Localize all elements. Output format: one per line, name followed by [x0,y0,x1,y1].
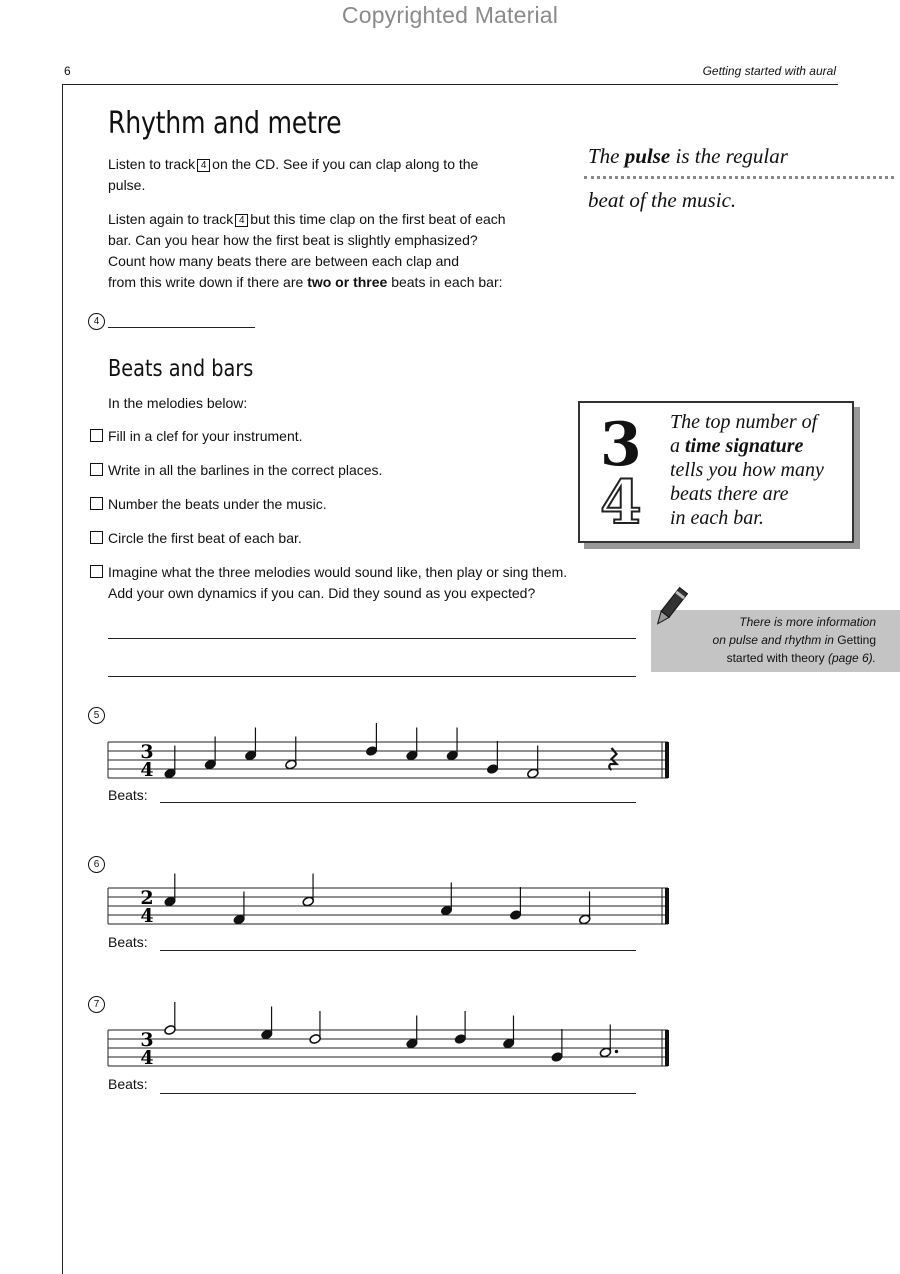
time-sig-top: 3 [140,1029,154,1051]
answer-line[interactable] [108,676,636,677]
para2-line4b: beats in each bar: [391,274,503,290]
time-sig-bottom: 4 [140,905,154,927]
note-line2 [651,631,876,649]
page-title: Rhythm and metre [108,106,342,141]
quarter-note [244,728,256,761]
quarter-note [551,1029,563,1062]
track-number-box: 4 [235,214,248,227]
final-barline-thick [665,742,669,778]
melody-6-staff [100,874,680,954]
note-line2-plain: Getting [837,633,876,647]
para1-text-a: Listen to track [108,156,196,172]
paragraph-listen [108,154,578,196]
time-sig-line3: tells you how many [670,459,824,481]
para2-line4a: from this write down if there are [108,274,304,290]
time-sig-line1: The top number of [670,411,818,433]
time-sig-bottom: 4 [140,1047,154,1069]
note-line1 [651,613,876,631]
checklist-label: Fill in a clef for your instrument. [108,428,303,444]
para1-text-b: on the CD. See if you can clap along to the [212,156,479,172]
checkbox-icon[interactable] [90,463,103,476]
answer-line-4[interactable] [108,327,255,328]
beats-label: Beats: [108,1076,148,1092]
pulse-definition-line1 [588,144,788,169]
checklist-item[interactable] [90,426,303,447]
note-line2-italic: on pulse and rhythm in [712,633,834,647]
melody-number-5: 5 [88,707,105,724]
quarter-note [502,1016,514,1049]
question-number-4: 4 [88,313,105,330]
checklist-label: Write in all the barlines in the correct places. [108,462,383,478]
note-dot [615,1050,618,1053]
para2-line3: Count how many beats there are between each clap and [108,253,460,269]
answer-line[interactable] [108,638,636,639]
para2-text-b: but this time clap on the first beat of each [250,211,506,227]
beats-answer-line[interactable] [160,802,636,803]
time-sig-top-number: 3 [600,410,642,480]
checklist-label: Number the beats under the music. [108,496,327,512]
half-note [164,1002,176,1035]
final-barline-thick [665,888,669,924]
para1-text-c: pulse. [108,177,146,193]
melody-number-6: 6 [88,856,105,873]
checklist-item[interactable] [90,562,567,583]
quarter-note [486,741,498,774]
quarter-note [261,1007,273,1040]
time-sig-bold: time signature [685,435,804,457]
checklist-continuation: Add your own dynamics if you can. Did they sound as you expected? [108,585,536,601]
checkbox-icon[interactable] [90,429,103,442]
quarter-note [365,723,377,756]
time-sig-line4: beats there are [670,483,789,505]
melody-5-staff [100,728,680,808]
checklist-item[interactable] [90,460,382,481]
note-line3-plain: started with theory [726,651,825,665]
melody-number-7: 7 [88,996,105,1013]
beats-answer-line[interactable] [160,1093,636,1094]
para2-bold: two or three [307,274,388,290]
quarter-note [406,1016,418,1049]
pulse-definition-line2: beat of the music. [588,188,737,212]
time-sig-top: 3 [140,741,154,763]
beats-label: Beats: [108,934,148,950]
pulse-rest: is the regular [675,144,788,168]
half-note [302,874,314,907]
melody-7-staff [100,1016,680,1096]
time-sig-bottom-number: 4 [600,468,642,538]
checkbox-icon[interactable] [90,565,103,578]
header-rule [62,84,838,85]
page-number: 6 [64,64,71,78]
note-line3 [651,649,876,667]
pulse-bold: pulse [624,144,671,168]
track-number-box: 4 [197,159,210,172]
checkbox-icon[interactable] [90,531,103,544]
note-line1-text: There is more information [739,615,876,629]
pulse-word-the: The [588,144,620,168]
quarter-note [446,728,458,761]
checklist-item[interactable] [90,494,327,515]
beats-label: Beats: [108,787,148,803]
checklist-item[interactable] [90,528,302,549]
quarter-note [454,1011,466,1044]
final-barline-thick [665,1030,669,1066]
quarter-note [406,728,418,761]
subsection-intro: In the melodies below: [108,395,248,411]
time-sig-line2 [670,434,803,458]
time-sig-top: 2 [140,887,154,909]
checkbox-icon[interactable] [90,497,103,510]
time-sig-bottom: 4 [140,759,154,781]
checklist-label: Circle the first beat of each bar. [108,530,302,546]
para2-text-a: Listen again to track [108,211,234,227]
dotted-divider [584,176,894,179]
margin-rule [62,84,63,1274]
time-sig-a: a [670,435,680,457]
paragraph-listen-again [108,209,578,293]
note-line3-italic: (page 6). [827,651,876,665]
copyright-watermark: Copyrighted Material [341,2,559,28]
quarter-note [164,874,176,907]
checklist-label: Imagine what the three melodies would sound like, then play or sing them. [108,564,568,580]
para2-line2: bar. Can you hear how the first beat is slightly emphasized? [108,232,478,248]
time-sig-line5: in each bar. [670,507,764,529]
running-head: Getting started with aural [702,64,836,78]
subsection-title: Beats and bars [108,356,254,382]
half-note [309,1011,321,1044]
beats-answer-line[interactable] [160,950,636,951]
quarter-note [509,887,521,920]
